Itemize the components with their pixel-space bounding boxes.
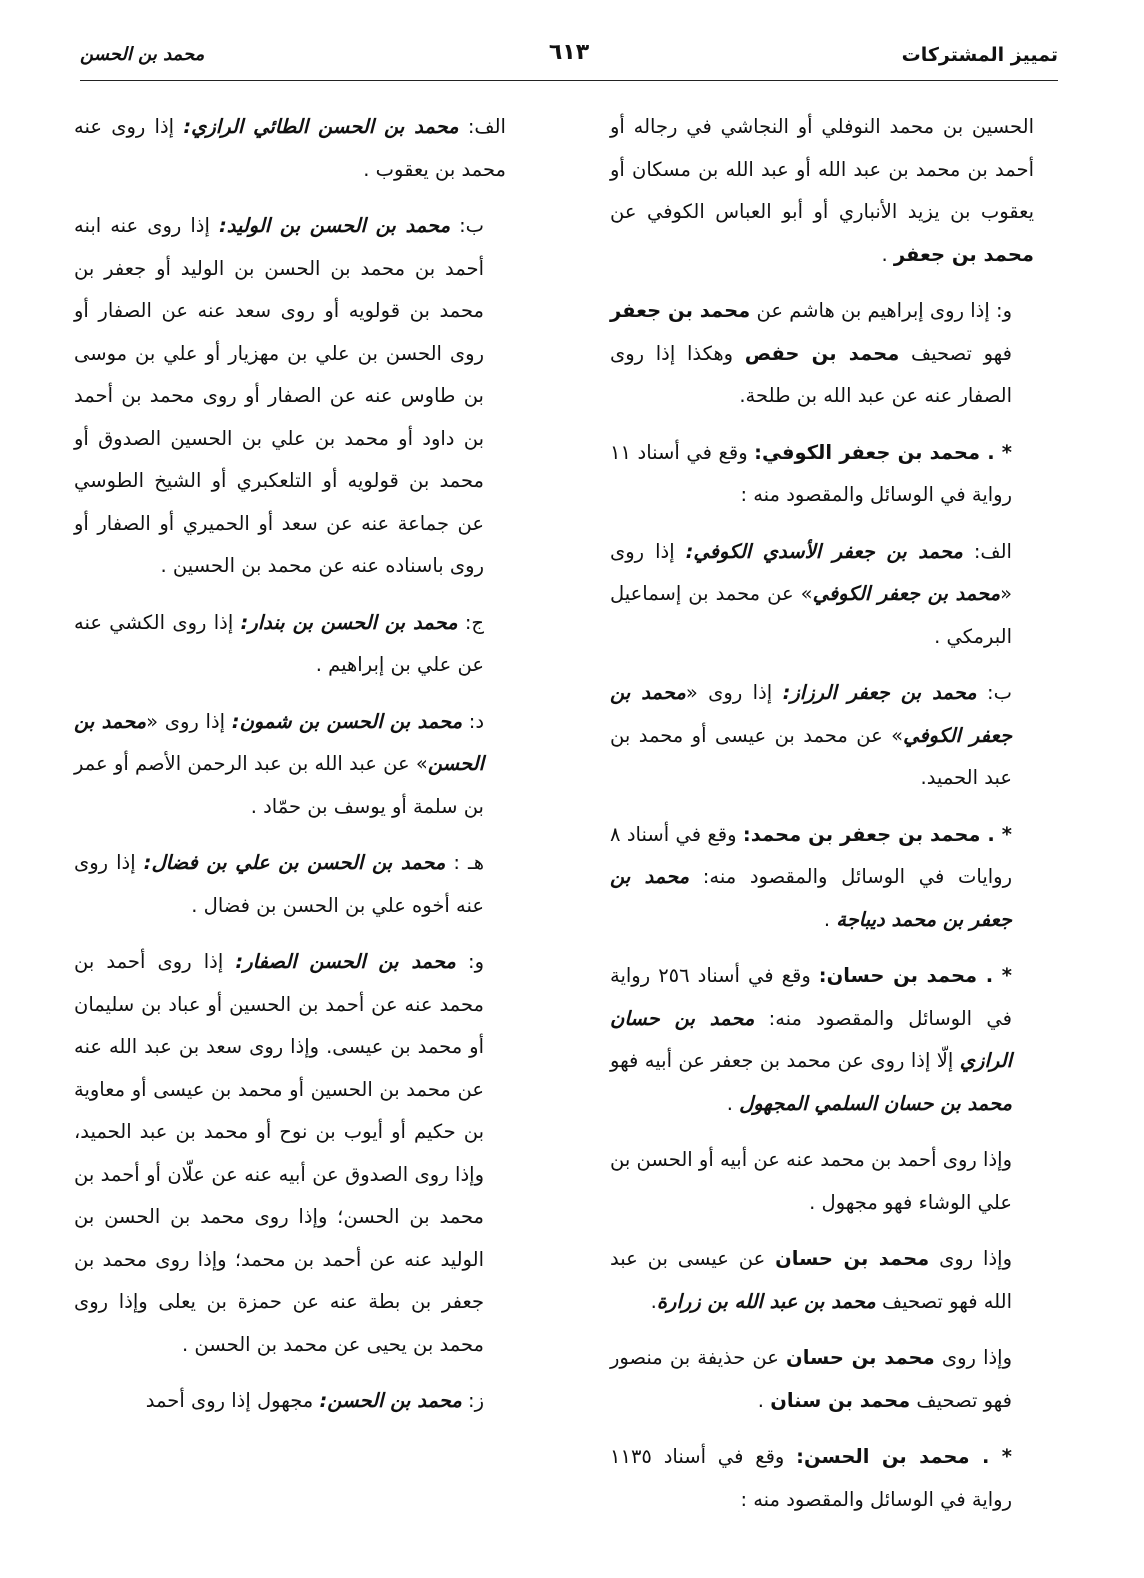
text-run: إلّا إذا روى عن محمد بن جعفر عن أبيه فهو	[610, 1049, 960, 1072]
paragraph	[74, 941, 506, 1366]
name-highlight: محمد بن الحسن بن الوليد:	[218, 214, 451, 237]
text-run: وقع في أسناد ٨ روايات في الوسائل والمقصود منه:	[610, 822, 1012, 888]
paragraph	[610, 531, 1034, 659]
running-header	[80, 40, 1058, 81]
text-run: عن عيسى بن عبد الله فهو تصحيف	[610, 1247, 1012, 1313]
text-run: وإذا روى أحمد بن محمد عنه عن أبيه أو الحسن بن علي الوشاء فهو مجهول .	[610, 1148, 1012, 1214]
name-highlight: محمد بن جعفر الكوفي	[610, 681, 1012, 747]
paragraph	[610, 1436, 1034, 1521]
name-highlight: محمد بن الحسن الطائي الرازي:	[183, 115, 459, 138]
paragraph	[74, 602, 506, 687]
text-run: .	[650, 1289, 657, 1313]
text-run: ب:	[976, 681, 1012, 704]
text-run: مجهول إذا روى أحمد	[145, 1389, 320, 1412]
text-run: .	[823, 907, 837, 931]
name-highlight: محمد بن حسان السلمي المجهول	[739, 1091, 1012, 1115]
text-run: وقع في أسناد ١١ رواية في الوسائل والمقصود منه :	[610, 440, 1012, 506]
name-highlight: محمد بن جعفر الكوفي:	[754, 440, 981, 464]
text-run: و: إذا روى إبراهيم بن هاشم عن	[750, 299, 1013, 322]
right-text-column	[610, 106, 1034, 1535]
name-highlight: محمد بن جعفر الرزاز:	[782, 681, 977, 704]
text-run: إذا روى عنه أخوه علي بن الحسن بن فضال .	[74, 851, 484, 917]
paragraph	[610, 1337, 1034, 1422]
name-highlight: محمد بن حسان الرازي	[610, 1006, 1012, 1072]
paragraph	[74, 106, 506, 191]
text-run: فهو تصحيف	[899, 341, 1012, 365]
text-run: ز:	[461, 1389, 484, 1412]
name-highlight: محمد بن جعفر بن محمد:	[742, 822, 981, 846]
name-highlight: محمد بن الحسن بن علي بن فضال:	[143, 851, 446, 874]
left-text-column	[74, 106, 506, 1437]
name-highlight: محمد بن جعفر	[610, 299, 751, 322]
name-highlight: * .	[980, 440, 1012, 464]
text-run: الف:	[458, 115, 506, 138]
name-highlight: محمد بن الحسن	[74, 709, 484, 775]
text-run: وإذا روى	[934, 1346, 1012, 1369]
text-run: » عن عبد الله بن عبد الرحمن الأصم أو عمر بن سلمة أو يوسف بن حمّاد .	[74, 752, 484, 818]
name-highlight: * .	[977, 964, 1012, 987]
text-run: د:	[462, 709, 485, 733]
text-run: وقع في أسناد ١١٣٥ رواية في الوسائل والمقصود منه :	[610, 1445, 1012, 1511]
text-run: وإذا روى	[929, 1247, 1012, 1270]
text-run: .	[726, 1091, 740, 1115]
text-run: إذا روى «	[146, 709, 232, 733]
text-run: إذا روى «	[685, 681, 783, 704]
paragraph	[610, 1238, 1034, 1323]
paragraph	[610, 955, 1034, 1125]
text-run: » عن محمد بن عيسى أو محمد بن عبد الحميد.	[610, 723, 1012, 789]
paragraph	[610, 432, 1034, 517]
text-run: ب:	[450, 214, 484, 237]
name-highlight: * .	[969, 1445, 1012, 1468]
paragraph	[74, 1380, 506, 1423]
name-highlight: محمد بن الحسن:	[319, 1389, 462, 1412]
text-run: هـ :	[445, 851, 485, 874]
name-highlight: محمد بن جعفر الكوفي	[812, 582, 1001, 605]
name-highlight: محمد بن الحسن بن بندار:	[240, 610, 458, 634]
text-run: و:	[455, 950, 484, 973]
name-highlight: محمد بن حفص	[744, 341, 900, 365]
name-highlight: محمد بن الحسن الصفار:	[235, 950, 456, 973]
text-run: الف:	[962, 539, 1012, 563]
text-run: إذا روى عنه ابنه أحمد بن محمد بن الحسن بن الوليد أو جعفر بن محمد بن قولويه أو روى سعد عنه عن الصفار أو روى الحسن بن علي بن مهزيار أو علي بن موسى بن طاوس عنه عن الصفار أو روى محمد بن أحمد بن داود أو محمد بن علي بن الحسين الصدوق أو محمد بن قولويه أو التلعكبري أو الشيخ الطوسي عن جماعة عنه عن سعد أو الحميري أو الصفار أو روى باسناده عنه عن محمد بن الحسين .	[74, 214, 484, 577]
name-highlight: محمد بن عبد الله بن زرارة	[656, 1289, 876, 1313]
name-highlight: * .	[980, 822, 1012, 846]
page-number: ٦١٣	[548, 40, 590, 65]
paragraph	[74, 701, 506, 829]
name-highlight: محمد بن جعفر	[893, 242, 1034, 266]
text-run: الحسين بن محمد النوفلي أو النجاشي في رجاله أو أحمد بن محمد بن عبد الله أو عبد الله بن مسكان أو يعقوب بن يزيد الأنباري أو أبو العباس الكوفي عن	[610, 115, 1034, 223]
text-run: وقع في أسناد ٢٥٦ رواية في الوسائل والمقصود منه:	[610, 964, 1012, 1030]
text-run: » عن محمد بن إسماعيل البرمكي .	[610, 582, 1012, 648]
name-highlight: محمد بن جعفر الأسدي الكوفي:	[685, 539, 963, 563]
text-run: إذا روى أحمد بن محمد عنه عن أحمد بن الحسين أو عباد بن سليمان أو محمد بن عيسى. وإذا روى سعد بن عبد الله عنه عن محمد بن الحسين أو محمد بن عيسى أو معاوية بن حكيم أو أيوب بن نوح أو محمد بن عبد الحميد، وإذا روى الصدوق عن أبيه عنه عن علّان أو أحمد بن محمد بن الحسن؛ وإذا روى محمد بن الحسن بن الوليد عنه عن أحمد بن محمد؛ وإذا روى محمد بن جعفر بن بطة عنه عن حمزة بن يعلى وإذا روى محمد بن يحيى عن محمد بن الحسن .	[74, 950, 484, 1356]
paragraph	[610, 814, 1034, 942]
text-run: إذا روى الكشي عنه عن علي بن إبراهيم .	[74, 610, 484, 676]
paragraph	[74, 842, 506, 927]
text-run: إذا روى «	[610, 539, 1012, 605]
paragraph	[610, 672, 1034, 800]
name-highlight: محمد بن حسان:	[818, 964, 978, 987]
name-highlight: محمد بن حسان	[786, 1346, 935, 1369]
paragraph	[610, 106, 1034, 276]
name-highlight: محمد بن الحسن بن شمون:	[231, 709, 463, 733]
text-run: .	[881, 242, 894, 266]
name-highlight: محمد بن الحسن:	[796, 1445, 970, 1468]
text-run: ج:	[457, 610, 484, 634]
paragraph	[74, 205, 506, 588]
paragraph	[610, 290, 1034, 418]
text-run: .	[757, 1388, 771, 1412]
text-run: إذا روى عنه محمد بن يعقوب .	[74, 115, 506, 181]
text-run: وهكذا إذا روى الصفار عنه عن عبد الله بن طلحة.	[610, 341, 1012, 407]
book-title: تمييز المشتركات	[901, 44, 1058, 66]
text-run: عن حذيفة بن منصور فهو تصحيف	[610, 1346, 1012, 1412]
paragraph	[610, 1139, 1034, 1224]
section-title: محمد بن الحسن	[80, 44, 205, 65]
name-highlight: محمد بن جعفر بن محمد ديباجة	[610, 865, 1012, 931]
name-highlight: محمد بن سنان	[770, 1388, 911, 1412]
name-highlight: محمد بن حسان	[775, 1247, 930, 1270]
